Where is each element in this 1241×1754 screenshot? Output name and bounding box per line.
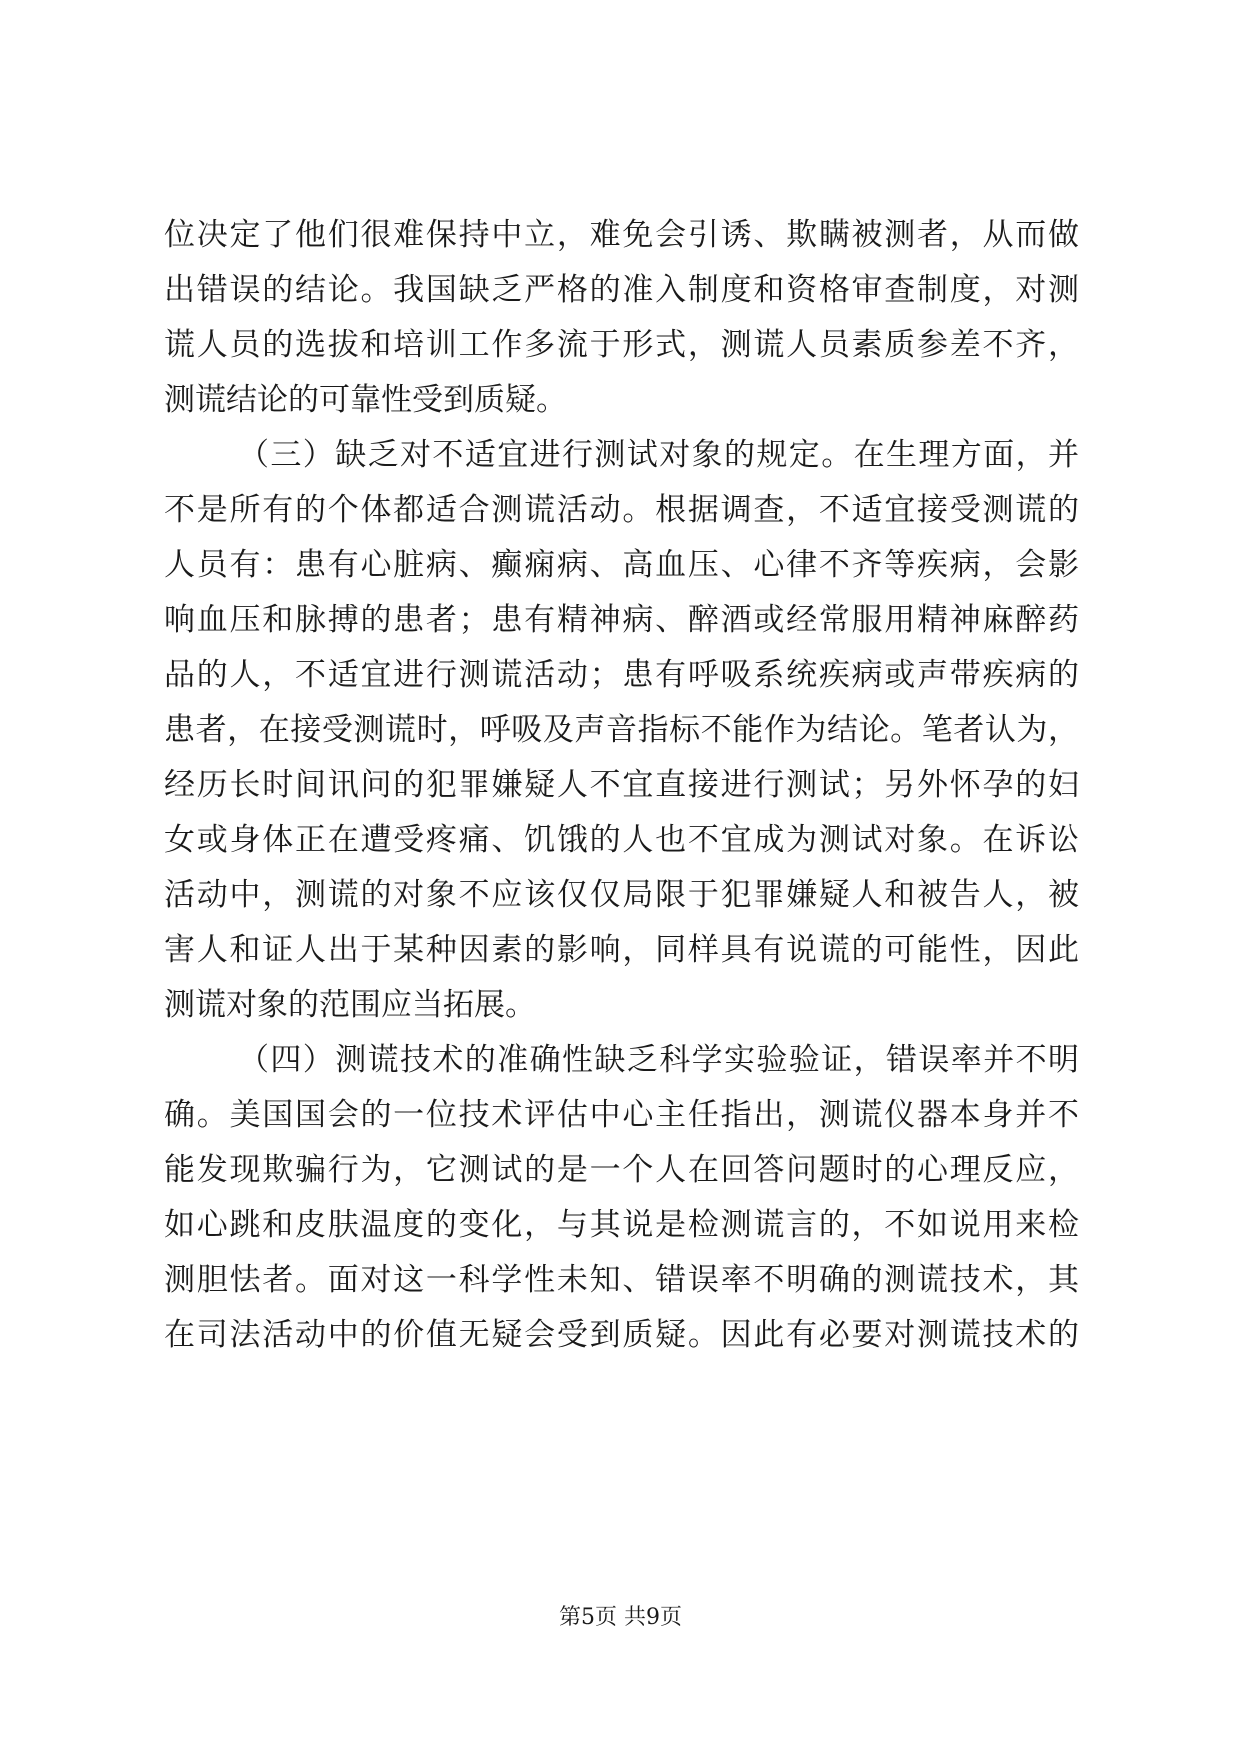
- text-line: 品的人，不适宜进行测谎活动；患有呼吸系统疾病或声带疾病的: [164, 657, 1079, 693]
- paragraph-heading-3: （三）缺乏对不适宜进行测试对象的规定。在生理方面，并: [238, 437, 1079, 473]
- text-line: 如心跳和皮肤温度的变化，与其说是检测谎言的，不如说用来检: [164, 1207, 1079, 1243]
- text-line: 谎人员的选拔和培训工作多流于形式，测谎人员素质参差不齐，: [164, 327, 1079, 363]
- text-line: 女或身体正在遭受疼痛、饥饿的人也不宜成为测试对象。在诉讼: [164, 822, 1079, 858]
- text-line: 测胆怯者。面对这一科学性未知、错误率不明确的测谎技术，其: [164, 1262, 1079, 1298]
- text-line: 人员有：患有心脏病、癫痫病、高血压、心律不齐等疾病，会影: [164, 547, 1079, 583]
- text-line: 在司法活动中的价值无疑会受到质疑。因此有必要对测谎技术的: [164, 1317, 1079, 1353]
- text-line: 响血压和脉搏的患者；患有精神病、醉酒或经常服用精神麻醉药: [164, 602, 1079, 638]
- text-line: 不是所有的个体都适合测谎活动。根据调查，不适宜接受测谎的: [164, 492, 1079, 528]
- text-line: 测谎结论的可靠性受到质疑。: [164, 382, 567, 418]
- text-line: 出错误的结论。我国缺乏严格的准入制度和资格审查制度，对测: [164, 272, 1079, 308]
- page-number-footer: 第5页 共9页: [559, 1605, 682, 1630]
- text-line: 确。美国国会的一位技术评估中心主任指出，测谎仪器本身并不: [164, 1097, 1079, 1133]
- paragraph-heading-4: （四）测谎技术的准确性缺乏科学实验验证，错误率并不明: [238, 1042, 1079, 1078]
- text-line: 位决定了他们很难保持中立，难免会引诱、欺瞒被测者，从而做: [164, 217, 1079, 253]
- text-line: 经历长时间讯问的犯罪嫌疑人不宜直接进行测试；另外怀孕的妇: [164, 767, 1079, 803]
- text-line: 患者，在接受测谎时，呼吸及声音指标不能作为结论。笔者认为，: [164, 712, 1079, 748]
- text-line: 活动中，测谎的对象不应该仅仅局限于犯罪嫌疑人和被告人，被: [164, 877, 1079, 913]
- text-line: 测谎对象的范围应当拓展。: [164, 987, 536, 1023]
- text-line: 能发现欺骗行为，它测试的是一个人在回答问题时的心理反应，: [164, 1152, 1079, 1188]
- text-line: 害人和证人出于某种因素的影响，同样具有说谎的可能性，因此: [164, 932, 1079, 968]
